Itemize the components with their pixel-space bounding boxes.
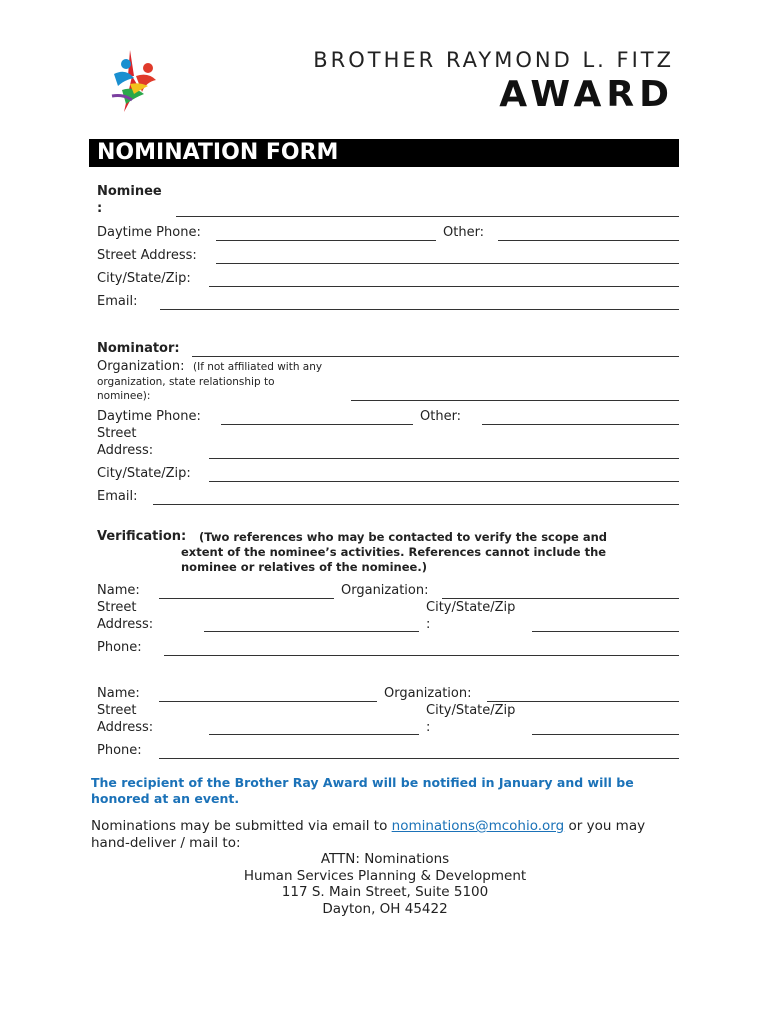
nominator-org-field[interactable] xyxy=(351,400,679,401)
ref2-csz-field[interactable] xyxy=(532,734,679,735)
award-title-line2: AWARD xyxy=(499,74,674,115)
section-header-bar xyxy=(89,139,679,167)
address-line-1: ATTN: Nominations xyxy=(320,851,450,867)
nominee-email-field[interactable] xyxy=(160,309,679,310)
submit-text-pre: Nominations may be submitted via email to xyxy=(91,818,392,834)
nominator-csz-label: City/State/Zip: xyxy=(97,466,191,481)
nominee-label: Nominee xyxy=(97,184,162,199)
ref1-org-label: Organization: xyxy=(341,583,429,598)
nominee-phone-label: Daytime Phone: xyxy=(97,225,201,240)
nominator-street-field[interactable] xyxy=(209,458,679,459)
submit-text-post: or you may xyxy=(564,818,646,834)
nominee-email-label: Email: xyxy=(97,294,138,309)
nominee-name-field[interactable] xyxy=(176,216,679,217)
address-line-2: Human Services Planning & Development xyxy=(243,868,527,884)
nominator-org-label: Organization: xyxy=(97,359,185,374)
nominator-org-note-3: nominee): xyxy=(97,390,151,402)
ref2-phone-label: Phone: xyxy=(97,743,142,758)
ref1-phone-field[interactable] xyxy=(164,655,679,656)
nominator-label: Nominator: xyxy=(97,341,180,356)
nominee-csz-field[interactable] xyxy=(209,286,679,287)
ref2-org-label: Organization: xyxy=(384,686,472,701)
address-line-4: Dayton, OH 45422 xyxy=(322,901,448,917)
ref1-phone-label: Phone: xyxy=(97,640,142,655)
nominator-csz-field[interactable] xyxy=(209,481,679,482)
ref1-csz-label-2: : xyxy=(426,617,431,632)
ref2-phone-field[interactable] xyxy=(159,758,679,759)
nominee-csz-label: City/State/Zip: xyxy=(97,271,191,286)
nominator-street-label-1: Street xyxy=(97,426,137,441)
verification-note-1: (Two references who may be contacted to verify the scope and xyxy=(199,530,607,544)
ref2-street-label-1: Street xyxy=(97,703,137,718)
nominator-email-label: Email: xyxy=(97,489,138,504)
nominator-street-label-2: Address: xyxy=(97,443,154,458)
ref2-org-field[interactable] xyxy=(487,701,679,702)
nominator-other-label: Other: xyxy=(420,409,462,424)
ref1-csz-field[interactable] xyxy=(532,631,679,632)
section-title: NOMINATION FORM xyxy=(97,140,339,165)
ref1-csz-label-1: City/State/Zip xyxy=(426,600,516,615)
nominee-other-label: Other: xyxy=(443,225,485,240)
nominee-other-field[interactable] xyxy=(498,240,679,241)
nominator-phone-label: Daytime Phone: xyxy=(97,409,201,424)
nominator-name-field[interactable] xyxy=(192,356,679,357)
nominee-phone-field[interactable] xyxy=(216,240,436,241)
people-logo-icon xyxy=(104,46,162,118)
verification-note-3: nominee or relatives of the nominee.) xyxy=(181,560,427,574)
ref1-name-label: Name: xyxy=(97,583,140,598)
submit-line-1 xyxy=(91,818,645,835)
submit-line-2: hand-deliver / mail to: xyxy=(91,835,241,851)
nominator-email-field[interactable] xyxy=(153,504,679,505)
nominator-other-field[interactable] xyxy=(482,424,679,425)
email-link[interactable]: nominations@mcohio.org xyxy=(391,818,565,834)
nominator-org-note-2: organization, state relationship to xyxy=(97,376,275,388)
ref1-street-label-2: Address: xyxy=(97,617,154,632)
notice-line-2: honored at an event. xyxy=(91,791,240,806)
ref2-csz-label-1: City/State/Zip xyxy=(426,703,516,718)
ref2-name-field[interactable] xyxy=(159,701,377,702)
ref2-street-label-2: Address: xyxy=(97,720,154,735)
notice-line-1: The recipient of the Brother Ray Award will be notified in January and will be xyxy=(91,775,634,790)
nominator-org-note-1: (If not affiliated with any xyxy=(193,361,323,373)
nominee-colon: : xyxy=(97,201,103,216)
ref1-street-field[interactable] xyxy=(204,631,419,632)
ref2-name-label: Name: xyxy=(97,686,140,701)
nominator-phone-field[interactable] xyxy=(221,424,413,425)
nominee-street-label: Street Address: xyxy=(97,248,197,263)
ref1-street-label-1: Street xyxy=(97,600,137,615)
verification-note-2: extent of the nominee’s activities. References cannot include the xyxy=(181,545,607,559)
verification-label: Verification: xyxy=(97,529,187,544)
nominee-street-field[interactable] xyxy=(216,263,679,264)
address-line-3: 117 S. Main Street, Suite 5100 xyxy=(281,884,489,900)
ref1-name-field[interactable] xyxy=(159,598,334,599)
ref2-street-field[interactable] xyxy=(209,734,419,735)
award-title-line1: BROTHER RAYMOND L. FITZ xyxy=(313,48,674,72)
ref2-csz-label-2: : xyxy=(426,720,431,735)
